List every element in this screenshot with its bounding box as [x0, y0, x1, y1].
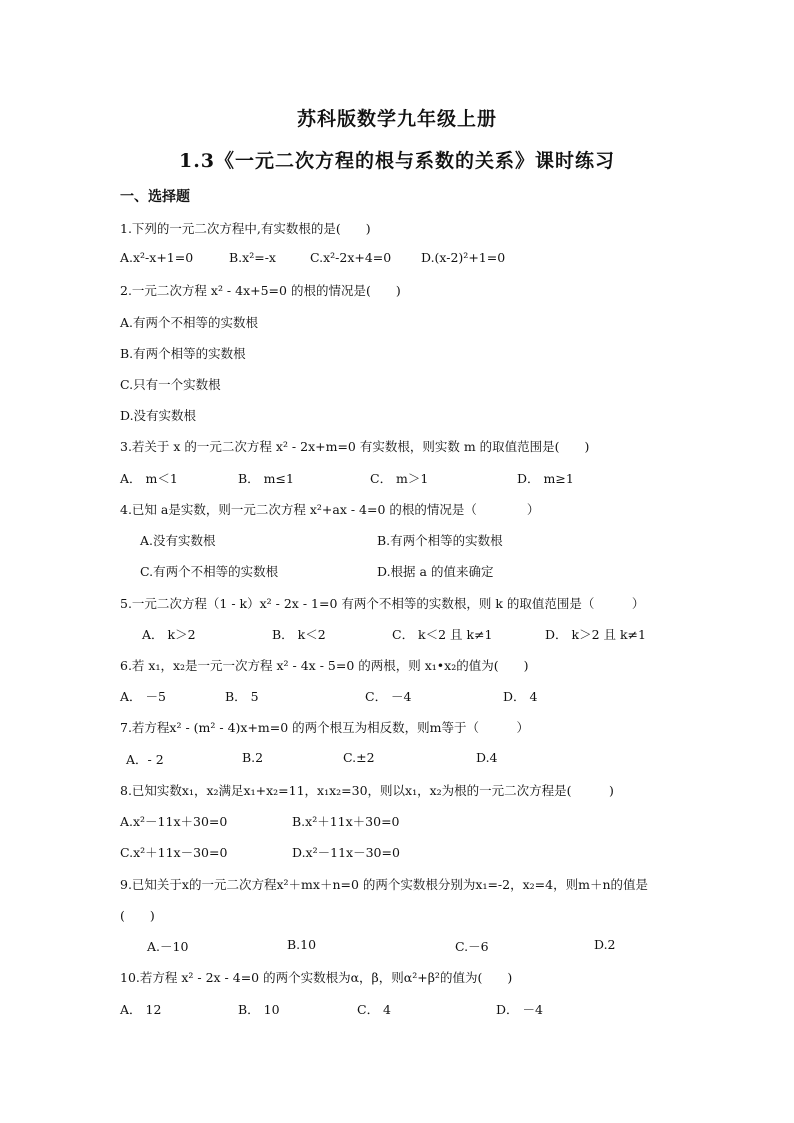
question-2-stem: 2.一元二次方程 x² - 4x+5=0 的根的情况是( ) — [120, 283, 401, 298]
question-9-option-b: B.10 — [287, 937, 317, 952]
question-1-option-b: B.x²=-x — [229, 250, 276, 265]
question-10-option-c: C． 4 — [357, 1002, 391, 1017]
question-8-option-a: A.x²－11x＋30=0 — [120, 814, 228, 829]
question-2-option-c: C.只有一个实数根 — [120, 377, 221, 392]
question-1-option-c: C.x²-2x+4=0 — [310, 250, 392, 265]
question-10-stem: 10.若方程 x² - 2x - 4=0 的两个实数根为α，β，则α²+β²的值为( ) — [120, 970, 513, 985]
question-9-stem-continued: ( ) — [120, 908, 155, 923]
question-4-stem: 4.已知 a是实数，则一元二次方程 x²+ax - 4=0 的根的情况是（ ） — [120, 502, 540, 517]
question-6-stem: 6.若 x₁，x₂是一元一次方程 x² - 4x - 5=0 的两根，则 x₁•x₂的值为( ) — [120, 658, 529, 673]
question-4-option-d: D.根据 a 的值来确定 — [377, 564, 494, 579]
question-10-option-d: D． －4 — [496, 1002, 543, 1017]
question-3-option-b: B． m≤1 — [238, 471, 294, 486]
question-6-option-c: C． －4 — [365, 689, 412, 704]
question-6-option-b: B． 5 — [225, 689, 259, 704]
question-3-option-a: A． m＜1 — [120, 471, 178, 486]
question-6-option-d: D． 4 — [503, 689, 538, 704]
question-5-option-b: B． k＜2 — [272, 627, 326, 642]
question-9-option-c: C.－6 — [455, 939, 489, 954]
section-heading: 一、选择题 — [120, 189, 190, 205]
question-7-option-d: D.4 — [476, 750, 498, 765]
question-9-option-d: D.2 — [594, 937, 616, 952]
question-8-option-d: D.x²－11x－30=0 — [292, 845, 400, 860]
question-5-option-c: C． k＜2 且 k≠1 — [392, 627, 493, 642]
question-6-option-a: A． －5 — [120, 689, 166, 704]
question-2-option-a: A.有两个不相等的实数根 — [120, 315, 259, 330]
question-7-option-b: B.2 — [242, 750, 264, 765]
question-9-stem: 9.已知关于x的一元二次方程x²＋mx＋n=0 的两个实数根分别为x₁=-2，x₂=4，则m＋n的值是 — [120, 877, 648, 892]
question-1-option-d: D.(x-2)²+1=0 — [421, 250, 506, 265]
question-7-option-c: C.±2 — [343, 750, 375, 765]
question-7-stem: 7.若方程x² - (m² - 4)x+m=0 的两个根互为相反数，则m等于（ ） — [120, 720, 530, 735]
question-10-option-a: A． 12 — [120, 1002, 162, 1017]
question-4-option-a: A.没有实数根 — [140, 533, 216, 548]
question-1-stem: 1.下列的一元二次方程中,有实数根的是( ) — [120, 221, 371, 236]
question-2-option-b: B.有两个相等的实数根 — [120, 346, 246, 361]
question-4-option-b: B.有两个相等的实数根 — [377, 533, 503, 548]
question-8-option-b: B.x²＋11x＋30=0 — [292, 814, 400, 829]
question-1-option-a: A.x²-x+1=0 — [120, 250, 194, 265]
question-5-option-d: D． k＞2 且 k≠1 — [545, 627, 646, 642]
question-10-option-b: B． 10 — [238, 1002, 280, 1017]
question-4-option-c: C.有两个不相等的实数根 — [140, 564, 279, 579]
question-8-stem: 8.已知实数x₁，x₂满足x₁+x₂=11，x₁x₂=30，则以x₁，x₂为根的一元二次方程是( ) — [120, 783, 614, 798]
question-3-stem: 3.若关于 x 的一元二次方程 x² - 2x+m=0 有实数根，则实数 m 的取值范围是( ) — [120, 439, 590, 454]
question-5-option-a: A． k＞2 — [142, 627, 196, 642]
page-subtitle: 1.3《一元二次方程的根与系数的关系》课时练习 — [178, 150, 616, 172]
question-2-option-d: D.没有实数根 — [120, 408, 197, 423]
question-9-option-a: A.－10 — [147, 939, 189, 954]
question-5-stem: 5.一元二次方程（1 - k）x² - 2x - 1=0 有两个不相等的实数根，则 k 的取值范围是（ ） — [120, 596, 645, 611]
question-3-option-d: D． m≥1 — [517, 471, 574, 486]
question-7-option-a: A．- 2 — [126, 752, 164, 767]
question-3-option-c: C． m＞1 — [370, 471, 429, 486]
question-8-option-c: C.x²＋11x－30=0 — [120, 845, 228, 860]
page-title: 苏科版数学九年级上册 — [296, 108, 497, 130]
